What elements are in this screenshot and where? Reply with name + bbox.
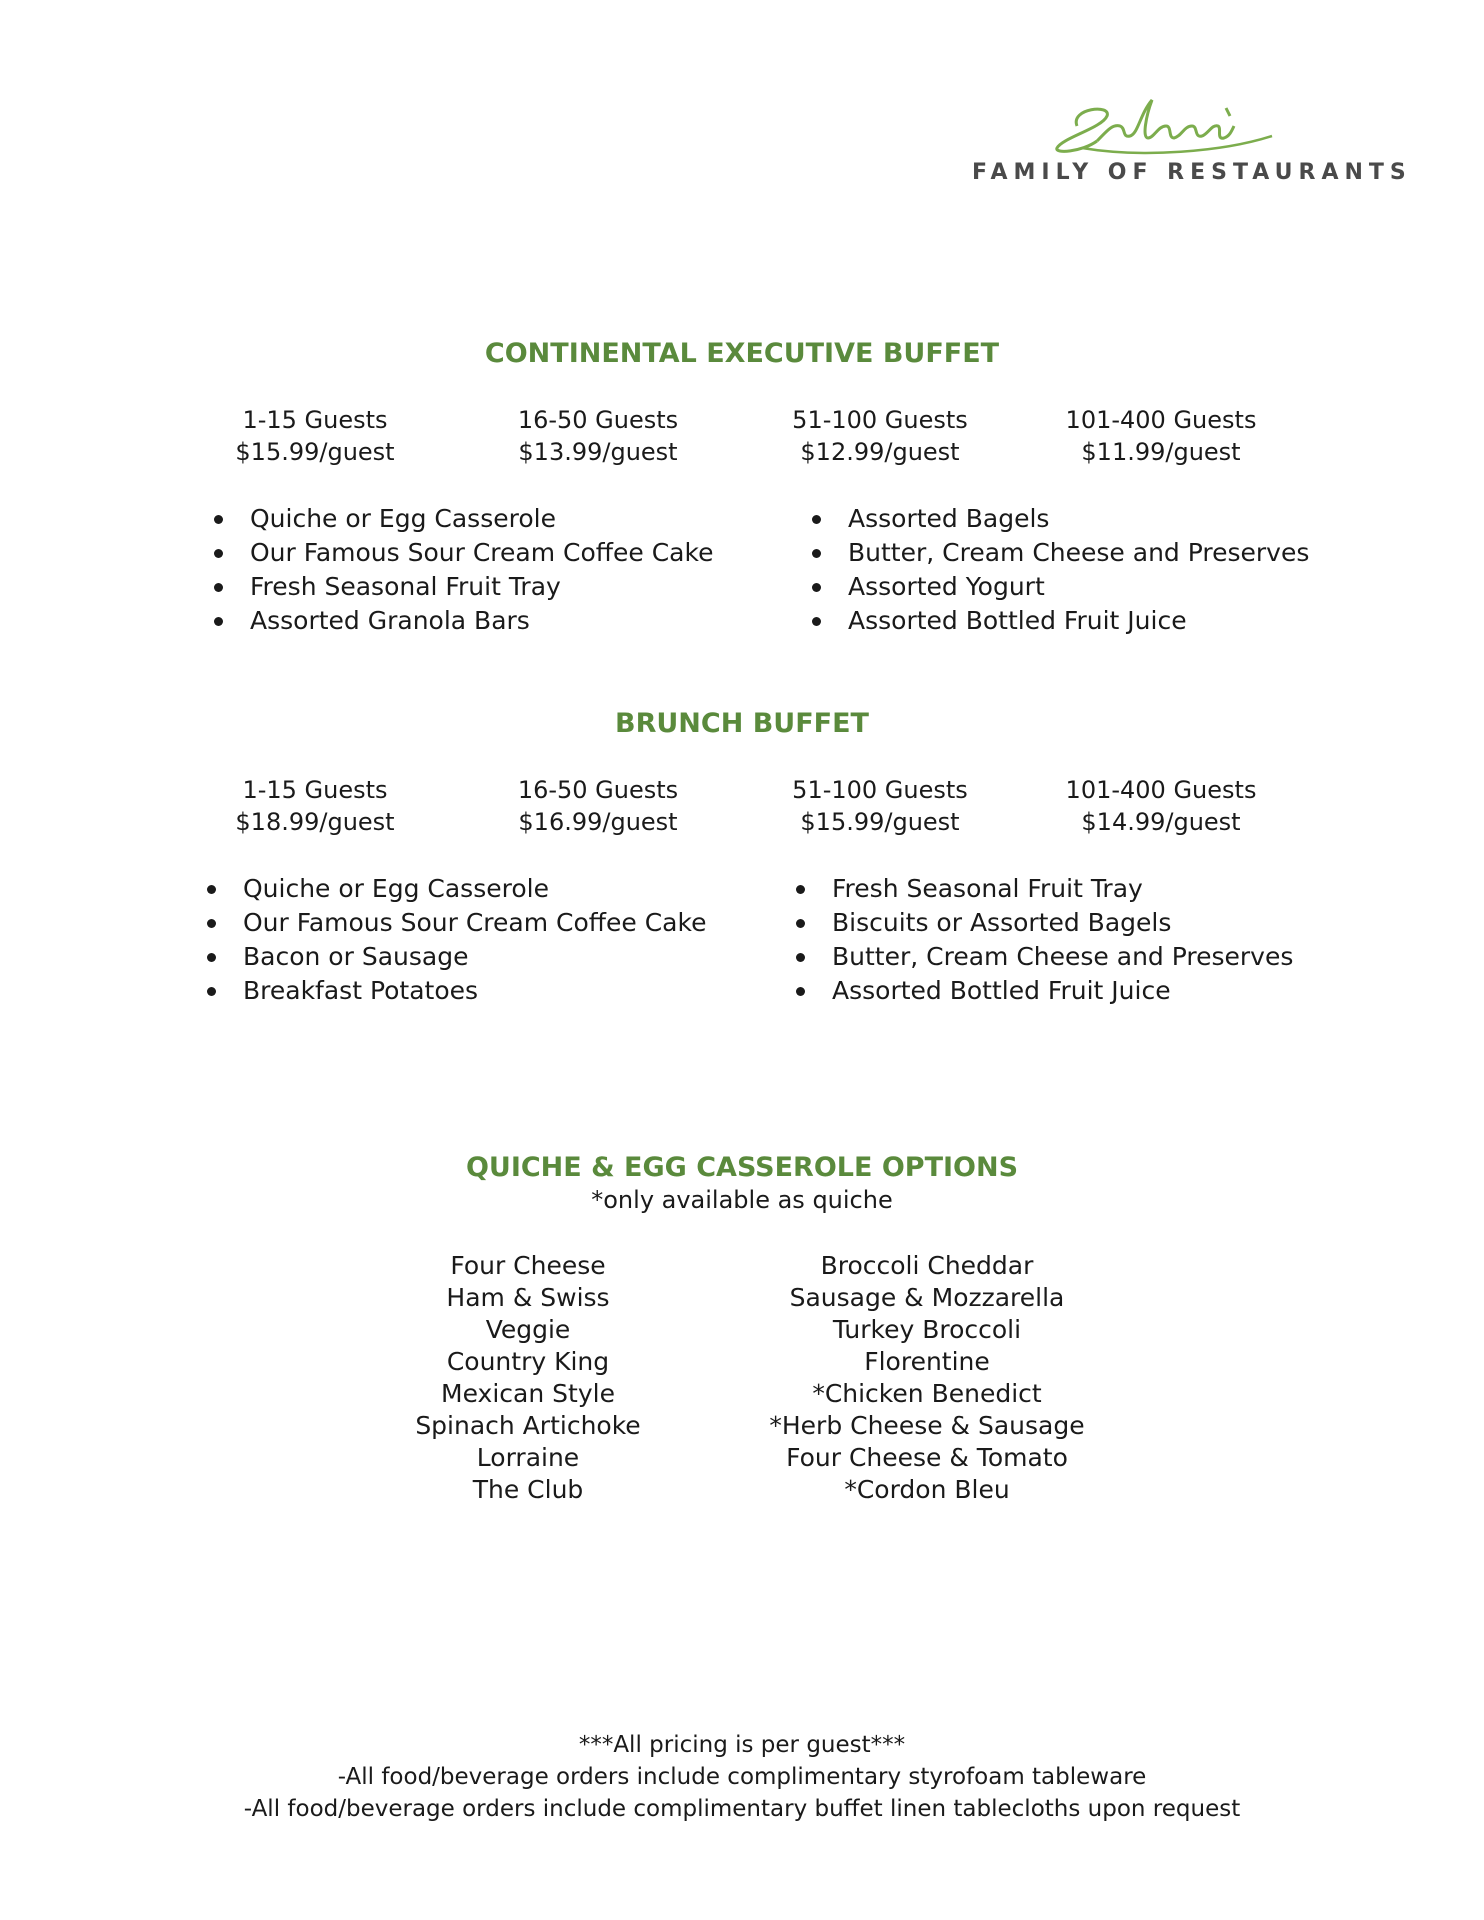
list-item: Assorted Granola Bars	[210, 604, 713, 638]
tier-price: $14.99/guest	[1081, 808, 1241, 836]
list-item: Country King	[446, 1347, 610, 1376]
logo-tagline: FAMILY OF RESTAURANTS	[972, 160, 1412, 185]
brunch-items-right	[792, 872, 1293, 1008]
tier-price: $13.99/guest	[518, 438, 678, 466]
tier-price: $16.99/guest	[518, 808, 678, 836]
list-item: Fresh Seasonal Fruit Tray	[210, 570, 713, 604]
brunch-tier-3	[765, 774, 995, 838]
tier-guests: 1-15 Guests	[242, 406, 388, 434]
bullet-icon	[812, 583, 821, 592]
bullet-icon	[207, 987, 216, 996]
brunch-tier-2	[483, 774, 713, 838]
tier-guests: 16-50 Guests	[517, 776, 679, 804]
brunch-tier-1	[200, 774, 430, 838]
list-item: Florentine	[864, 1347, 990, 1376]
tableware-note: -All food/beverage orders include complimentary styrofoam tableware	[337, 1764, 1147, 1790]
list-item: Butter, Cream Cheese and Preserves	[808, 536, 1309, 570]
brunch-items-left	[203, 872, 706, 1008]
bullet-icon	[214, 583, 223, 592]
bullet-icon	[214, 617, 223, 626]
quiche-options-title: QUICHE & EGG CASSEROLE OPTIONS	[465, 1152, 1019, 1183]
continental-tier-1	[200, 404, 430, 468]
list-item: Assorted Bagels	[808, 502, 1309, 536]
list-item: Assorted Yogurt	[808, 570, 1309, 604]
list-item: Bacon or Sausage	[203, 940, 706, 974]
tier-price: $15.99/guest	[800, 808, 960, 836]
quiche-options-right	[757, 1250, 1097, 1506]
list-item: Lorraine	[476, 1443, 580, 1472]
tier-guests: 51-100 Guests	[792, 776, 968, 804]
list-item: Butter, Cream Cheese and Preserves	[792, 940, 1293, 974]
list-item: Broccoli Cheddar	[820, 1251, 1034, 1280]
tier-price: $12.99/guest	[800, 438, 960, 466]
bullet-icon	[796, 987, 805, 996]
list-item: Spinach Artichoke	[415, 1411, 641, 1440]
continental-buffet-title: CONTINENTAL EXECUTIVE BUFFET	[484, 338, 1000, 369]
list-item: Breakfast Potatoes	[203, 974, 706, 1008]
restaurant-logo	[962, 86, 1412, 196]
continental-tier-3	[765, 404, 995, 468]
tier-guests: 16-50 Guests	[517, 406, 679, 434]
tier-price: $11.99/guest	[1081, 438, 1241, 466]
quiche-options-left	[358, 1250, 698, 1506]
list-item: Four Cheese & Tomato	[786, 1443, 1068, 1472]
list-item: *Herb Cheese & Sausage	[769, 1411, 1085, 1440]
list-item: Sausage & Mozzarella	[789, 1283, 1065, 1312]
list-item: Assorted Bottled Fruit Juice	[808, 604, 1309, 638]
list-item: Quiche or Egg Casserole	[203, 872, 706, 906]
brunch-buffet-title: BRUNCH BUFFET	[615, 708, 869, 739]
tier-price: $18.99/guest	[235, 808, 395, 836]
bullet-icon	[207, 919, 216, 928]
continental-items-left	[210, 502, 713, 638]
sahms-script-logo	[962, 86, 1302, 156]
quiche-only-note: *only available as quiche	[591, 1186, 893, 1214]
tier-guests: 101-400 Guests	[1065, 406, 1257, 434]
list-item: Assorted Bottled Fruit Juice	[792, 974, 1293, 1008]
tier-guests: 51-100 Guests	[792, 406, 968, 434]
list-item: Turkey Broccoli	[832, 1315, 1022, 1344]
bullet-icon	[214, 515, 223, 524]
tier-guests: 1-15 Guests	[242, 776, 388, 804]
brunch-tier-4	[1046, 774, 1276, 838]
bullet-icon	[796, 885, 805, 894]
bullet-icon	[812, 549, 821, 558]
tier-price: $15.99/guest	[235, 438, 395, 466]
tier-guests: 101-400 Guests	[1065, 776, 1257, 804]
list-item: *Cordon Bleu	[844, 1475, 1010, 1504]
continental-items-right	[808, 502, 1309, 638]
list-item: Quiche or Egg Casserole	[210, 502, 713, 536]
bullet-icon	[207, 953, 216, 962]
tablecloth-note: -All food/beverage orders include complimentary buffet linen tablecloths upon request	[243, 1796, 1241, 1822]
pricing-note: ***All pricing is per guest***	[578, 1732, 906, 1758]
bullet-icon	[812, 515, 821, 524]
list-item: Four Cheese	[450, 1251, 606, 1280]
list-item: Ham & Swiss	[446, 1283, 610, 1312]
bullet-icon	[207, 885, 216, 894]
continental-tier-4	[1046, 404, 1276, 468]
bullet-icon	[796, 953, 805, 962]
bullet-icon	[214, 549, 223, 558]
continental-tier-2	[483, 404, 713, 468]
list-item: *Chicken Benedict	[812, 1379, 1042, 1408]
list-item: Biscuits or Assorted Bagels	[792, 906, 1293, 940]
list-item: Mexican Style	[441, 1379, 615, 1408]
list-item: Fresh Seasonal Fruit Tray	[792, 872, 1293, 906]
list-item: The Club	[472, 1475, 584, 1504]
list-item: Veggie	[485, 1315, 571, 1344]
list-item: Our Famous Sour Cream Coffee Cake	[210, 536, 713, 570]
bullet-icon	[796, 919, 805, 928]
list-item: Our Famous Sour Cream Coffee Cake	[203, 906, 706, 940]
bullet-icon	[812, 617, 821, 626]
